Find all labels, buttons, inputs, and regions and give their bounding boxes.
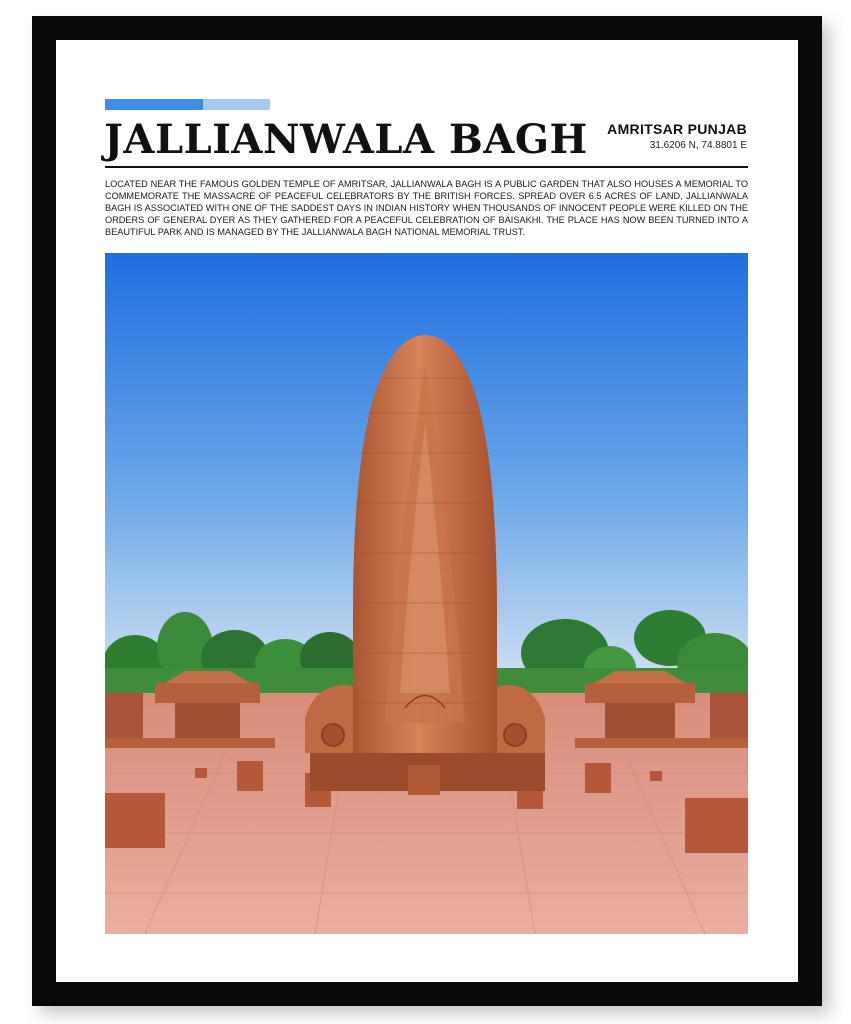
accent-bar-secondary — [203, 99, 270, 110]
memorial-illustration — [105, 253, 748, 934]
poster-description: LOCATED NEAR THE FAMOUS GOLDEN TEMPLE OF AMRITSAR, JALLIANWALA BAGH IS A PUBLIC GARDEN THAT ALSO HOUSES A MEMORIAL TO COMMEMORATE THE MASSACRE OF PEACEFUL CELEBRATORS BY THE BRITISH FORCES. SPREAD OVER 6.5 ACRES OF LAND, JALLIANWALA BAGH IS ASSOCIATED WITH ONE OF THE SADDEST DAYS IN INDIAN HISTORY WHEN THOUSANDS OF INNOCENT PEOPLE WERE KILLED ON THE ORDERS OF GENERAL DYER AS THEY GATHERED FOR A PEACEFUL CELEBRATION OF BAISAKHI. THE PLACE HAS NOW BEEN TURNED INTO A BEAUTIFUL PARK AND IS MANAGED BY THE JALLIANWALA BAGH NATIONAL MEMORIAL TRUST. — [105, 179, 748, 237]
title-divider — [105, 166, 748, 168]
poster-coordinates: 31.6206 N, 74.8801 E — [649, 140, 747, 151]
accent-bar-primary — [105, 99, 203, 110]
left-wall — [105, 738, 275, 748]
right-wall — [575, 738, 748, 748]
poster-location: AMRITSAR PUNJAB — [607, 121, 747, 137]
poster-title: JALLIANWALA BAGH — [104, 116, 588, 163]
monument-tower — [353, 335, 497, 753]
memorial-photo — [105, 253, 748, 934]
